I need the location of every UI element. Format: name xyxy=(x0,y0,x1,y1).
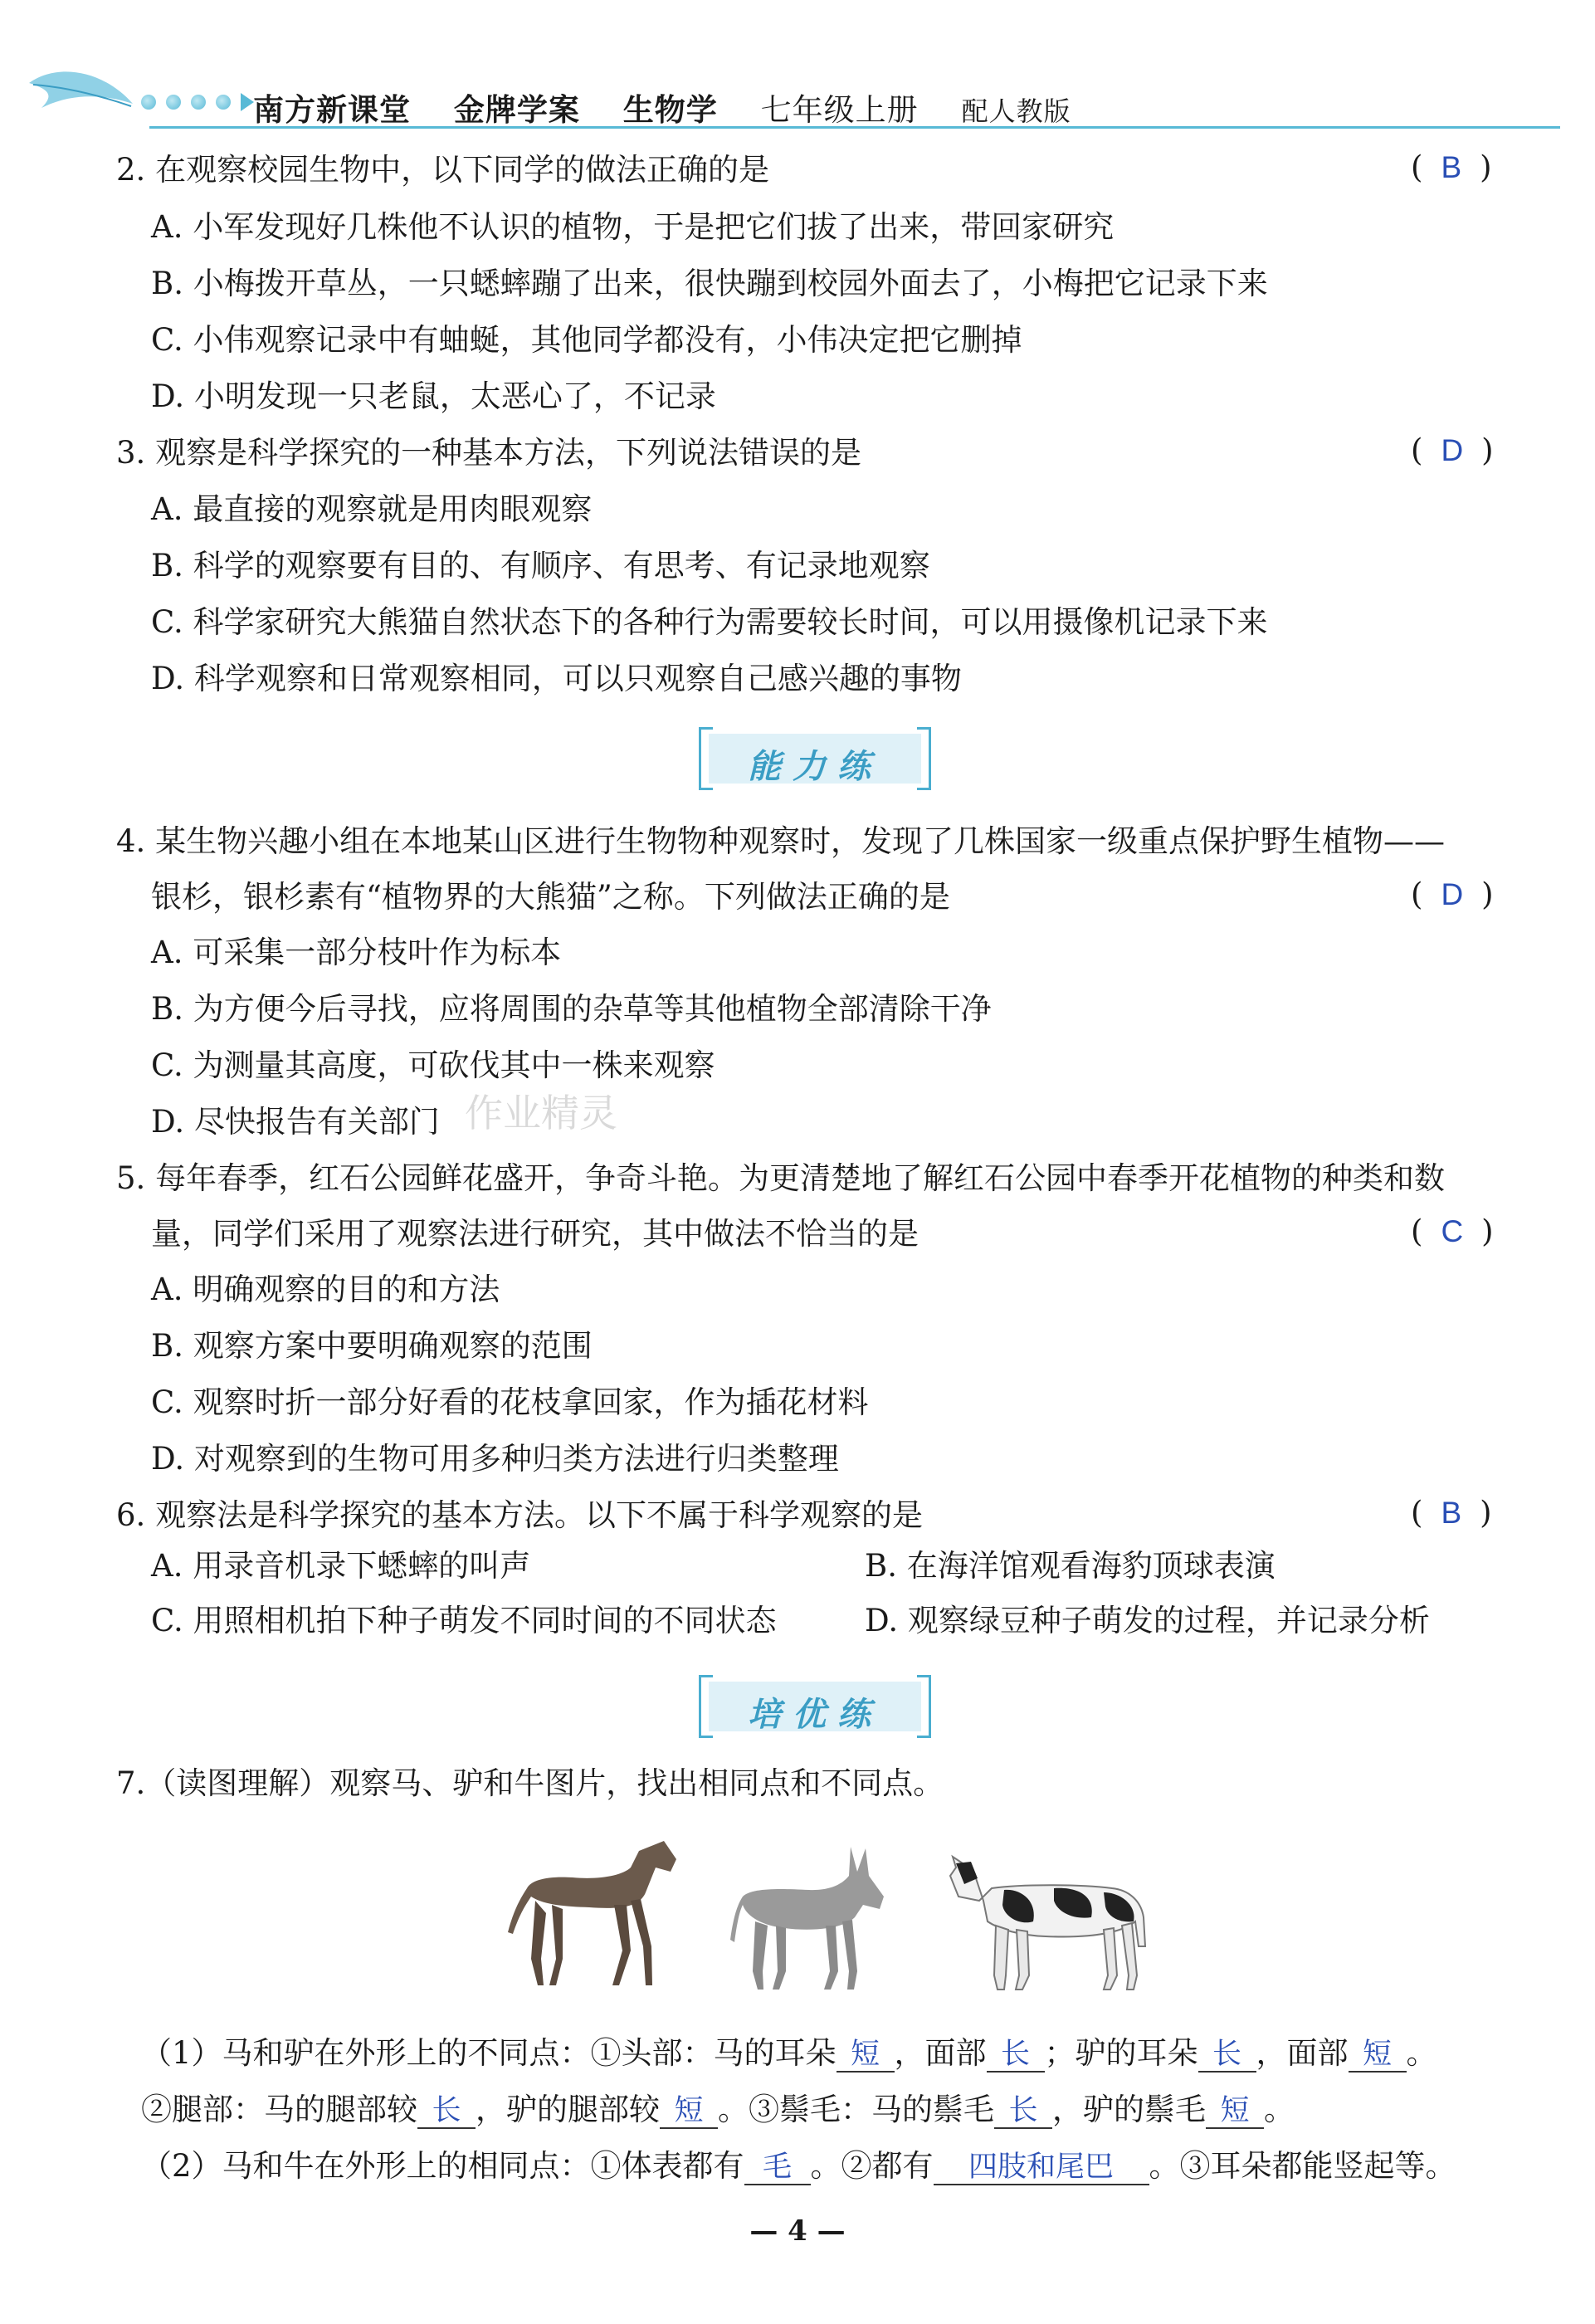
section-title-ability: 能力练 xyxy=(699,727,931,790)
q7-part2: （2）马和牛在外形上的相同点：①体表都有 毛 。②都有 四肢和尾巴 。③耳朵都能竖起等。 xyxy=(141,2148,1456,2184)
q5-option-b: B. 观察方案中要明确观察的范围 xyxy=(151,1328,593,1364)
q5-stem-line1: 5. 每年春季，红石公园鲜花盛开，争奇斗艳。为更清楚地了解红石公园中春季开花植物的种类和数 xyxy=(116,1160,1446,1196)
horse-icon xyxy=(498,1834,689,1992)
q2-option-a: A. 小军发现好几株他不认识的植物，于是把它们拔了出来，带回家研究 xyxy=(151,209,1115,245)
q4-answer: ( D ) xyxy=(1411,876,1494,912)
q3-option-a: A. 最直接的观察就是用肉眼观察 xyxy=(151,491,593,527)
q5-answer: ( C ) xyxy=(1411,1213,1494,1249)
q4-stem-line2: 银杉，银杉素有“植物界的大熊猫”之称。下列做法正确的是 xyxy=(151,879,950,915)
blank-donkey-mane: 短 xyxy=(1206,2095,1264,2129)
watermark: 作业精灵 xyxy=(465,1091,617,1135)
q3-option-c: C. 科学家研究大熊猫自然状态下的各种行为需要较长时间，可以用摄像机记录下来 xyxy=(151,604,1268,640)
header-title xyxy=(253,85,1103,129)
q4-option-b: B. 为方便今后寻找，应将周围的杂草等其他植物全部清除干净 xyxy=(151,991,992,1027)
q6-answer: ( B ) xyxy=(1411,1495,1492,1531)
header-subject: 生物学 xyxy=(622,91,718,128)
q2-answer: ( B ) xyxy=(1411,149,1492,185)
q3-option-d: D. 科学观察和日常观察相同，可以只观察自己感兴趣的事物 xyxy=(151,661,962,696)
q6-option-c: C. 用照相机拍下种子萌发不同时间的不同状态 xyxy=(151,1603,777,1638)
blank-body-covering: 毛 xyxy=(744,2151,811,2185)
q4-stem-line1: 4. 某生物兴趣小组在本地某山区进行生物物种观察时，发现了几株国家一级重点保护野生植物—— xyxy=(116,823,1446,859)
page-number: — 4 — xyxy=(749,2214,846,2248)
feather-icon xyxy=(25,58,141,133)
header-series: 南方新课堂 xyxy=(253,91,411,128)
q6-option-b: B. 在海洋馆观看海豹顶球表演 xyxy=(865,1548,1276,1584)
blank-horse-face: 长 xyxy=(987,2038,1045,2073)
q6-stem: 6. 观察法是科学探究的基本方法。以下不属于科学观察的是 xyxy=(116,1497,924,1533)
q7-part1-line1: （1）马和驴在外形上的不同点：①头部：马的耳朵 短 ，面部 长 ；驴的耳朵 长 ，面部 短 。 xyxy=(141,2035,1437,2071)
blank-horse-ear: 短 xyxy=(837,2038,895,2073)
q3-answer: ( D ) xyxy=(1411,432,1494,468)
animal-figures xyxy=(498,1830,1162,1996)
q3-option-b: B. 科学的观察要有目的、有顺序、有思考、有记录地观察 xyxy=(151,548,930,583)
cow-icon xyxy=(946,1838,1154,1996)
q5-option-d: D. 对观察到的生物可用多种归类方法进行归类整理 xyxy=(151,1441,839,1477)
header-rule xyxy=(149,126,1560,129)
q2-option-d: D. 小明发现一只老鼠，太恶心了，不记录 xyxy=(151,378,716,414)
q2-option-c: C. 小伟观察记录中有蚰蜒，其他同学都没有，小伟决定把它删掉 xyxy=(151,322,1022,358)
section-title-advanced: 培优练 xyxy=(699,1675,931,1738)
page-header xyxy=(25,58,1568,128)
q4-option-d: D. 尽快报告有关部门 xyxy=(151,1104,440,1140)
q4-option-c: C. 为测量其高度，可砍伐其中一株来观察 xyxy=(151,1047,715,1083)
q5-option-c: C. 观察时折一部分好看的花枝拿回家，作为插花材料 xyxy=(151,1384,869,1420)
header-edition: 配人教版 xyxy=(961,95,1071,127)
blank-donkey-face: 短 xyxy=(1349,2038,1407,2073)
blank-horse-leg: 长 xyxy=(417,2095,476,2129)
header-dots xyxy=(141,93,254,111)
blank-limbs-tail: 四肢和尾巴 xyxy=(934,2151,1149,2185)
q3-stem: 3. 观察是科学探究的一种基本方法，下列说法错误的是 xyxy=(116,435,862,471)
q7-part1-line2: ②腿部：马的腿部较 长 ，驴的腿部较 短 。③鬃毛：马的鬃毛 长 ，驴的鬃毛 短 。 xyxy=(141,2092,1295,2127)
q5-option-a: A. 明确观察的目的和方法 xyxy=(151,1272,500,1307)
header-book: 金牌学案 xyxy=(453,91,580,128)
q7-stem: 7.（读图理解）观察马、驴和牛图片，找出相同点和不同点。 xyxy=(116,1765,944,1801)
blank-donkey-leg: 短 xyxy=(660,2095,718,2129)
q2-stem: 2. 在观察校园生物中，以下同学的做法正确的是 xyxy=(116,152,770,188)
blank-donkey-ear: 长 xyxy=(1198,2038,1256,2073)
q6-option-a: A. 用录音机录下蟋蟀的叫声 xyxy=(151,1548,531,1584)
q4-option-a: A. 可采集一部分枝叶作为标本 xyxy=(151,935,562,970)
blank-horse-mane: 长 xyxy=(994,2095,1052,2129)
q2-option-b: B. 小梅拨开草丛，一只蟋蟀蹦了出来，很快蹦到校园外面去了，小梅把它记录下来 xyxy=(151,266,1268,301)
q5-stem-line2: 量，同学们采用了观察法进行研究，其中做法不恰当的是 xyxy=(151,1216,919,1252)
header-grade: 七年级上册 xyxy=(760,92,919,128)
q6-option-d: D. 观察绿豆种子萌发的过程，并记录分析 xyxy=(865,1603,1430,1638)
donkey-icon xyxy=(726,1838,892,1996)
